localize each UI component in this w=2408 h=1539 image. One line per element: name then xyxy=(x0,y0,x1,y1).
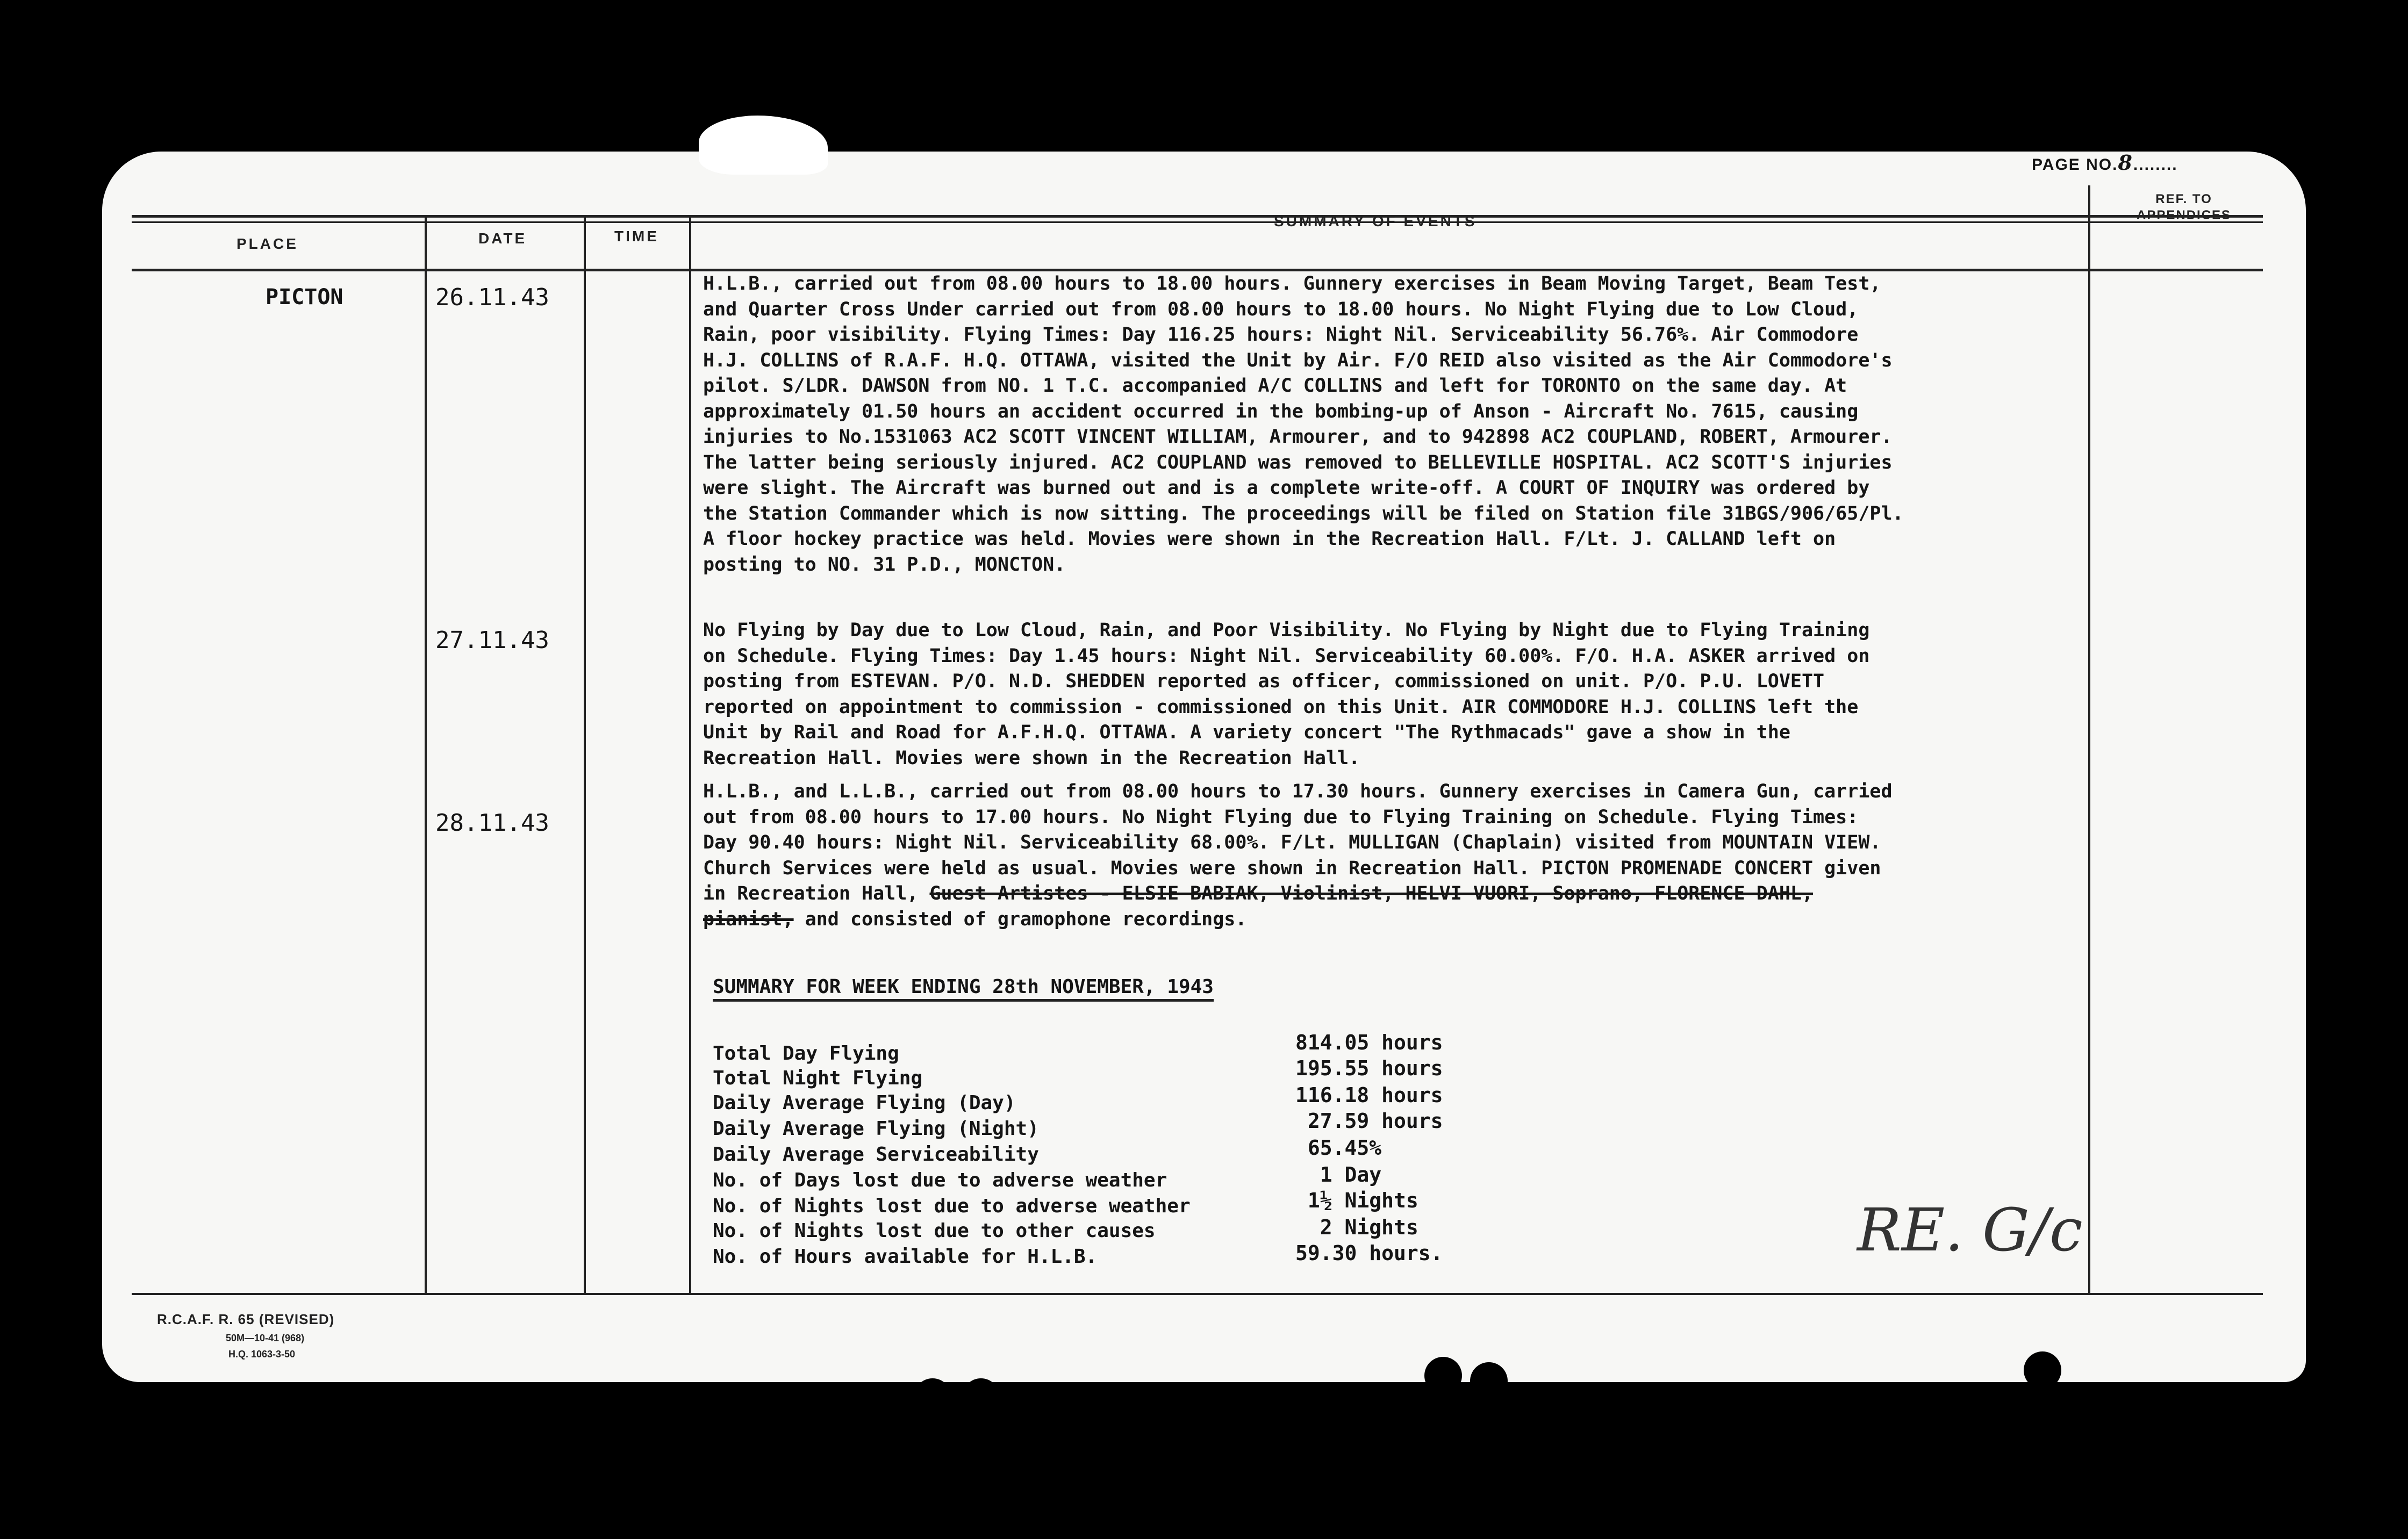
binder-hole xyxy=(1424,1357,1462,1394)
col-divider-date xyxy=(584,218,586,1295)
header-rule-top-2 xyxy=(132,221,2263,223)
card-tab xyxy=(699,116,828,175)
header-rule-top xyxy=(132,215,2263,218)
summary-value: 2 Nights xyxy=(1295,1216,1418,1239)
summary-value: 65.45% xyxy=(1295,1136,1382,1160)
summary-value: 195.55 hours xyxy=(1295,1056,1443,1080)
page-number: PAGE NO.8........ xyxy=(2032,150,2178,175)
entry-date: 26.11.43 xyxy=(435,284,549,311)
col-header-date: DATE xyxy=(478,230,527,247)
col-divider-place xyxy=(425,218,427,1295)
form-number: R.C.A.F. R. 65 (REVISED) xyxy=(157,1311,335,1327)
struck-text: Guest Artistes - ELSIE BABIAK, Violinist, HELVI VUORI, Soprano, FLORENCE DAHL, pianist, xyxy=(703,883,1814,930)
form-print-code: 50M—10-41 (968) xyxy=(226,1333,305,1343)
col-divider-summary xyxy=(2088,185,2090,1295)
entry-text: No Flying by Day due to Low Cloud, Rain, and Poor Visibility. No Flying by Night due to Flying Training on Schedule. Flying Times: Day 1.45 hours: Night Nil. Serviceability 60.00%. F/O. H.A. ASKER arrived on posting from ESTEVAN. P/O. N.D. SHEDDEN reported as officer, commissioned on unit. P/O. P.U. LOVETT reported on appointment to commission - commissioned on this Unit. AIR COMMODORE H.J. COLLINS left the Unit by Rail and Road for A.F.H.Q. OTTAWA. A variety concert "The Rythmacads" gave a show in the Recreation Hall. Movies were shown in the Recreation Hall. xyxy=(703,620,1870,769)
summary-label: Total Night Flying xyxy=(713,1067,923,1089)
handwritten-initials: RE. G/c xyxy=(1857,1196,2083,1264)
summary-label: No. of Days lost due to adverse weather xyxy=(713,1169,1167,1191)
summary-label: No. of Hours available for H.L.B. xyxy=(713,1246,1098,1268)
place-value: PICTON xyxy=(266,285,343,310)
binder-hole xyxy=(914,1378,951,1416)
entry-date: 27.11.43 xyxy=(435,627,549,654)
summary-value: 1½ Nights xyxy=(1295,1189,1418,1212)
summary-value: 1 Day xyxy=(1295,1163,1382,1186)
col-header-place: PLACE xyxy=(236,235,298,252)
summary-label: Daily Average Flying (Day) xyxy=(713,1092,1016,1114)
col-header-summary: SUMMARY OF EVENTS xyxy=(1274,213,1477,229)
binder-hole xyxy=(2024,1351,2061,1389)
summary-value: 814.05 hours xyxy=(1295,1031,1443,1054)
weekly-summary-title: SUMMARY FOR WEEK ENDING 28th NOVEMBER, 1943 xyxy=(713,976,1214,1002)
binder-hole xyxy=(357,1389,400,1437)
col-divider-time xyxy=(689,218,691,1295)
summary-value: 116.18 hours xyxy=(1295,1083,1443,1107)
col-header-ref: REF. TO APPENDICES xyxy=(2137,192,2232,222)
binder-hole xyxy=(1470,1362,1508,1400)
summary-label: Total Day Flying xyxy=(713,1042,899,1065)
entry-text: H.L.B., and L.L.B., carried out from 08.00 hours to 17.30 hours. Gunnery exercises in Camera Gun, carried out from 08.00 hours to 17.00 hours. No Night Flying due to Flying Training on Schedule. Flying Times: Day 90.40 hours: Night Nil. Serviceability 68.00%. F/Lt. MULLIGAN (Chaplain) visited from MOUNTAIN VIEW. Church Services were held as usual. Movies were shown in Recreation Hall. PICTON PROMENADE CONCERT given in Recreation Hall, Guest Artistes - ELSIE BABIAK, Violinist, HELVI VUORI, Soprano, FLORENCE DAHL, pianist, and consisted of gramophone recordings. xyxy=(703,781,1893,930)
table-bottom-rule xyxy=(132,1293,2263,1295)
binder-hole xyxy=(962,1378,1000,1416)
summary-value: 59.30 hours. xyxy=(1295,1241,1443,1265)
summary-label: Daily Average Flying (Night) xyxy=(713,1118,1039,1140)
entry-text: H.L.B., carried out from 08.00 hours to 18.00 hours. Gunnery exercises in Beam Moving Target, Beam Test, and Quarter Cross Under carried out from 08.00 hours to 18.00 hours. No Night Flying due to Low Cloud, Rain, poor visibility. Flying Times: Day 116.25 hours: Night Nil. Serviceability 56.76%. Air Commodore H.J. COLLINS of R.A.F. H.Q. OTTAWA, visited the Unit by Air. F/O REID also visited as the Air Commodore's pilot. S/LDR. DAWSON from NO. 1 T.C. accompanied A/C COLLINS and left for TORONTO on the same day. At approximately 01.50 hours an accident occurred in the bombing-up of Anson - Aircraft No. 7615, causing injuries to No.1531063 AC2 SCOTT VINCENT WILLIAM, Armourer, and to 942898 AC2 COUPLAND, ROBERT, Armourer. The latter being seriously injured. AC2 COUPLAND was removed to BELLEVILLE HOSPITAL. AC2 SCOTT'S injuries were slight. The Aircraft was burned out and is a complete write-off. A COURT OF INQUIRY was ordered by the Station Commander which is now sitting. The proceedings will be filed on Station file 31BGS/906/65/Pl. A floor hockey practice was held. Movies were shown in the Recreation Hall. F/Lt. J. CALLAND left on posting to NO. 31 P.D., MONCTON. xyxy=(703,273,1904,576)
col-header-time: TIME xyxy=(614,228,659,244)
form-hq-code: H.Q. 1063-3-50 xyxy=(228,1349,296,1360)
summary-label: No. of Nights lost due to adverse weather xyxy=(713,1195,1191,1217)
summary-label: No. of Nights lost due to other causes xyxy=(713,1220,1156,1242)
summary-label: Daily Average Serviceability xyxy=(713,1144,1039,1166)
summary-value: 27.59 hours xyxy=(1295,1109,1443,1133)
entry-date: 28.11.43 xyxy=(435,809,549,837)
